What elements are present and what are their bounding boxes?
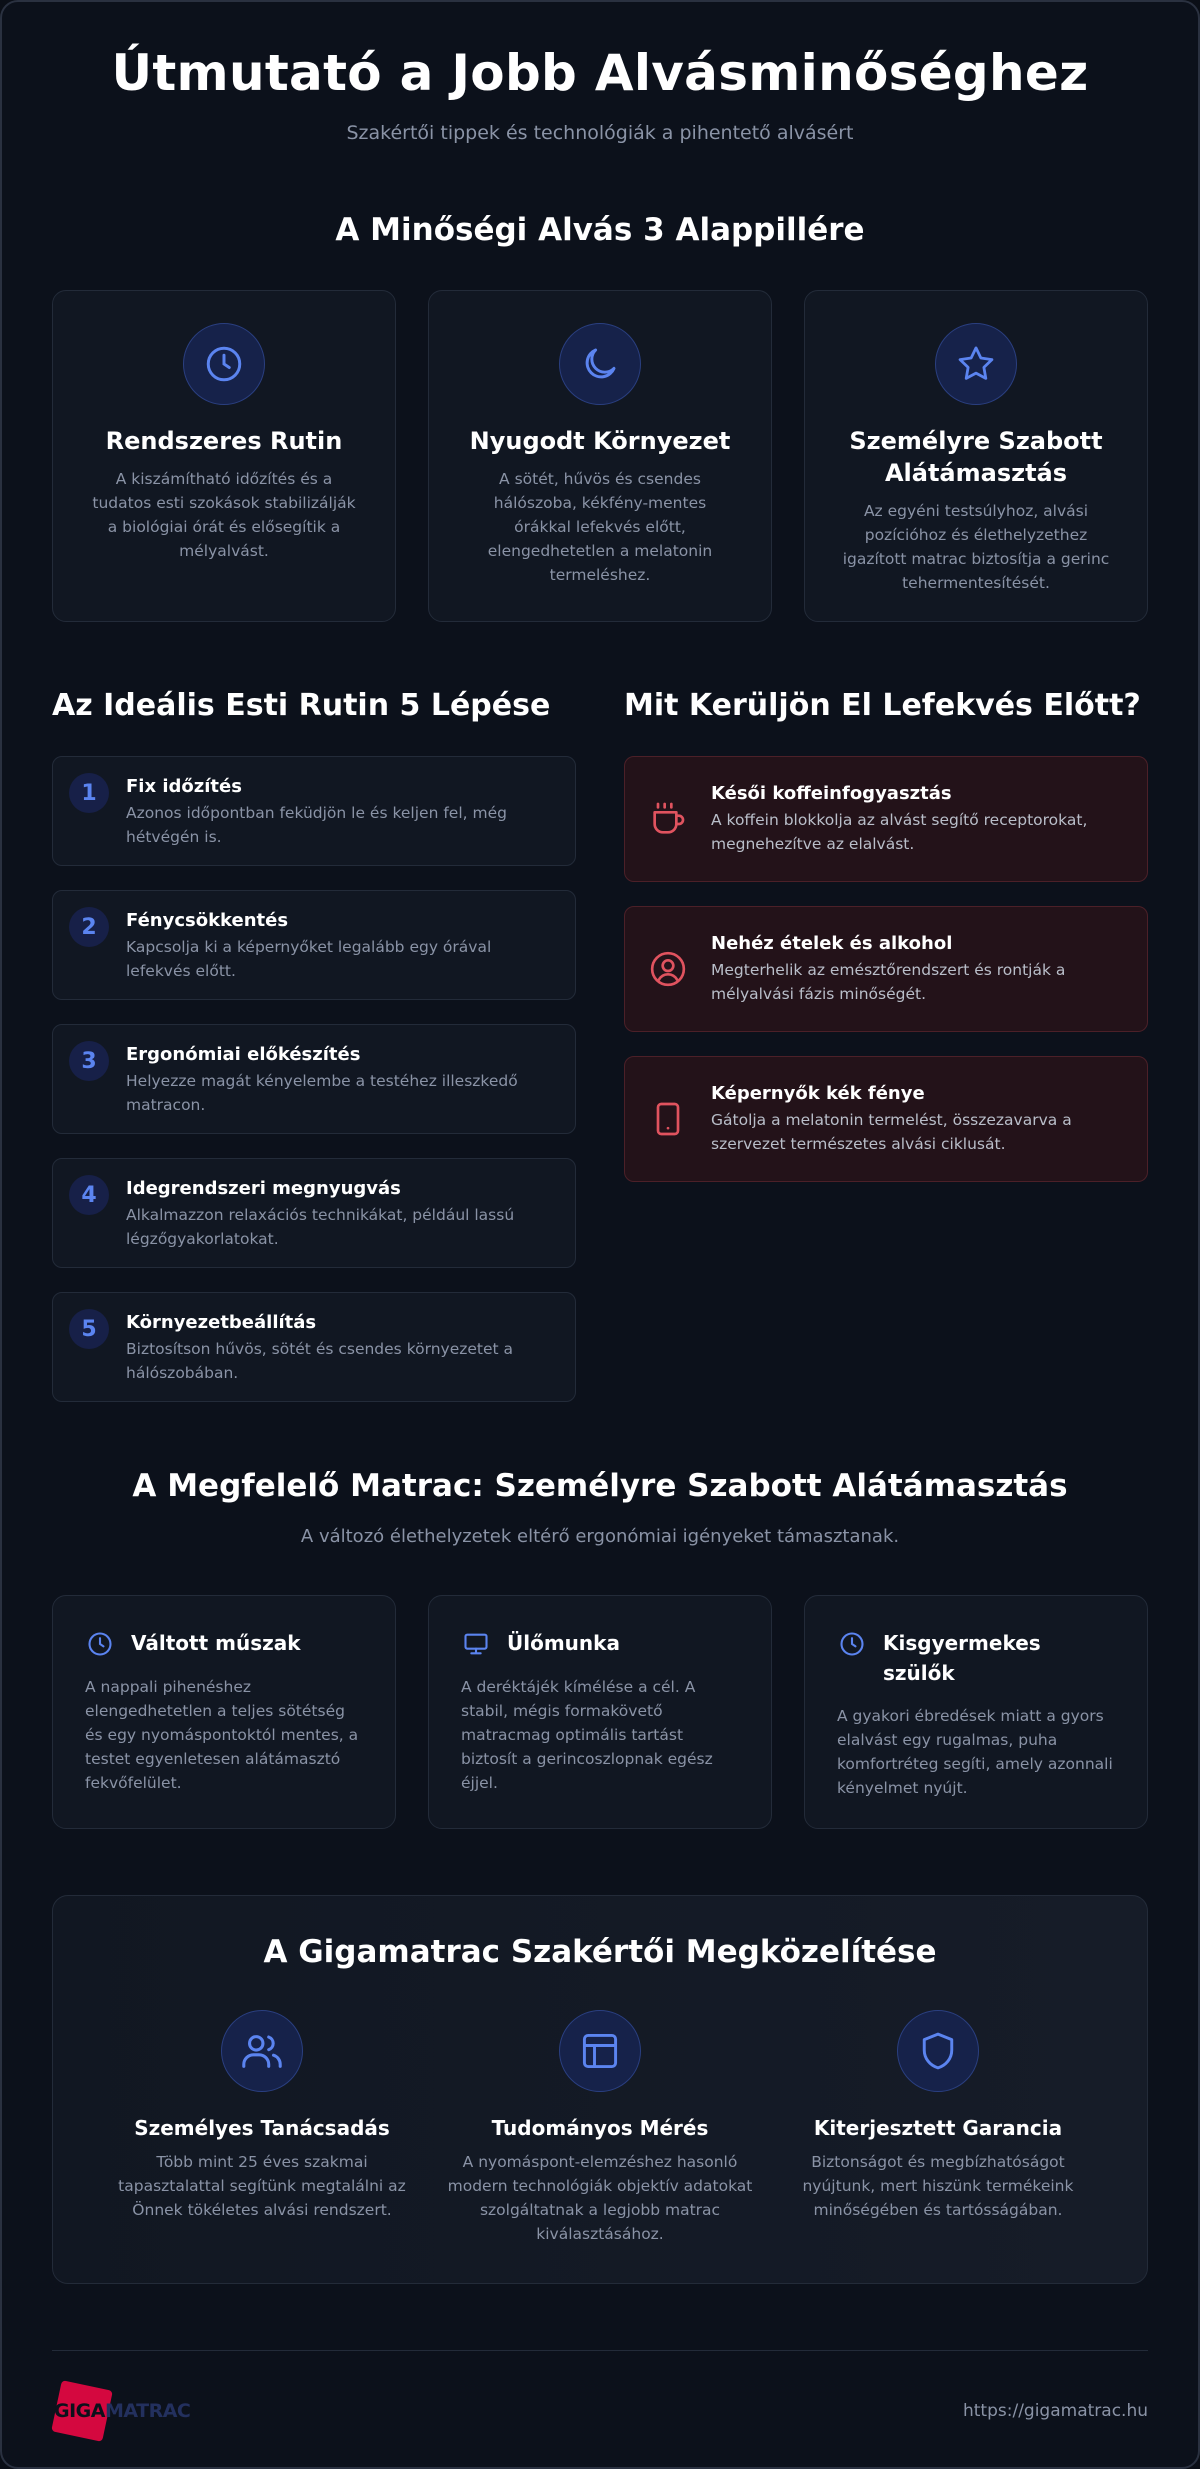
step-desc: Helyezze magát kényelembe a testéhez illeszkedő matracon.	[126, 1072, 518, 1114]
monitor-icon	[461, 1629, 491, 1659]
clock-icon	[837, 1629, 867, 1659]
step-number: 2	[69, 907, 109, 947]
users-icon	[221, 2010, 303, 2092]
expert-item	[93, 2010, 431, 2246]
case-title: Ülőmunka	[507, 1631, 620, 1655]
step-number: 4	[69, 1175, 109, 1215]
logo-text-giga: GIGA	[54, 2400, 105, 2422]
step-desc: Azonos időpontban feküdjön le és keljen fel, még hétvégén is.	[126, 804, 507, 846]
page-subtitle: Szakértői tippek és technológiák a pihentető alvásért	[346, 122, 854, 144]
routine-title: Az Ideális Esti Rutin 5 Lépése	[52, 688, 551, 723]
star-icon	[935, 323, 1017, 405]
step-title: Környezetbeállítás	[126, 1312, 317, 1333]
pillars-title: A Minőségi Alvás 3 Alappillére	[335, 212, 865, 248]
tablet-icon	[647, 1098, 689, 1140]
case-card	[804, 1595, 1148, 1829]
routine-step	[52, 890, 576, 1000]
expert-item-desc: Több mint 25 éves szakmai tapasztalattal segítünk megtalálni az Önnek tökéletes alvási rendszert.	[118, 2153, 406, 2219]
gigamatrac-logo[interactable]	[52, 2381, 190, 2441]
expert-title: A Gigamatrac Szakértői Megközelítése	[263, 1934, 937, 1970]
case-title: Váltott műszak	[131, 1631, 301, 1655]
pillar-card	[428, 290, 772, 622]
routine-step	[52, 1158, 576, 1268]
avoid-item-desc: Gátolja a melatonin termelést, összezavarva a szervezet természetes alvási ciklusát.	[711, 1110, 1072, 1153]
avoid-item-desc: Megterhelik az emésztőrendszert és rontják a mélyalvási fázis minőségét.	[711, 960, 1066, 1003]
pillar-card	[804, 290, 1148, 622]
case-card	[428, 1595, 772, 1829]
avoid-item-title: Képernyők kék fénye	[711, 1082, 925, 1104]
user-circle-icon	[647, 948, 689, 990]
avoid-title: Mit Kerüljön El Lefekvés Előtt?	[624, 688, 1141, 723]
routine-column	[52, 688, 576, 1426]
clock-icon	[183, 323, 265, 405]
step-title: Fix időzítés	[126, 776, 242, 797]
step-number: 1	[69, 773, 109, 813]
mattress-cases	[52, 1595, 1148, 1829]
mattress-subtitle: A változó élethelyzetek eltérő ergonómiai igényeket támasztanak.	[300, 1526, 900, 1547]
footer	[52, 2381, 1148, 2441]
case-desc: A deréktájék kímélése a cél. A stabil, mégis formakövető matracmag optimális tartást biztosít a gerincoszlopnak egész éjjel.	[461, 1678, 713, 1792]
avoid-column	[624, 688, 1148, 1426]
layout-icon	[559, 2010, 641, 2092]
avoid-item-desc: A koffein blokkolja az alvást segítő receptorokat, megnehezítve az elalvást.	[711, 810, 1088, 853]
expert-item	[769, 2010, 1107, 2246]
step-number: 3	[69, 1041, 109, 1081]
case-title: Kisgyermekes szülők	[883, 1631, 1041, 1685]
step-title: Fénycsökkentés	[126, 910, 289, 931]
footer-url-link[interactable]: https://gigamatrac.hu	[962, 2401, 1148, 2421]
routine-step	[52, 756, 576, 866]
routine-step	[52, 1024, 576, 1134]
pillars-grid	[52, 290, 1148, 622]
pillar-card	[52, 290, 396, 622]
pillar-desc: Az egyéni testsúlyhoz, alvási pozícióhoz és élethelyzethez igazított matrac biztosítja a gerinc tehermentesítését.	[842, 502, 1110, 592]
expert-item-desc: Biztonságot és megbízhatóságot nyújtunk, mert hiszünk termékeink minőségében és tartósságában.	[802, 2153, 1074, 2219]
expert-item-title: Személyes Tanácsadás	[134, 2116, 390, 2140]
routine-avoid-section	[52, 688, 1148, 1426]
expert-item	[431, 2010, 769, 2246]
step-desc: Alkalmazzon relaxációs technikákat, például lassú légzőgyakorlatokat.	[126, 1206, 515, 1248]
step-desc: Kapcsolja ki a képernyőket legalább egy órával lefekvés előtt.	[126, 938, 492, 980]
shield-icon	[897, 2010, 979, 2092]
avoid-item	[624, 1056, 1148, 1182]
pillar-desc: A sötét, hűvös és csendes hálószoba, kékfény-mentes órákkal lefekvés előtt, elengedhetetlen a melatonin termeléshez.	[487, 470, 713, 584]
avoid-item	[624, 756, 1148, 882]
pillar-title: Személyre Szabott Alátámasztás	[849, 427, 1103, 487]
case-desc: A gyakori ébredések miatt a gyors elalvást egy rugalmas, puha komfortréteg segíti, amely azonnali kényelmet nyújt.	[837, 1707, 1113, 1797]
expert-item-desc: A nyomáspont-elemzéshez hasonló modern technológiák objektív adatokat szolgáltatnak a legjobb matrac kiválasztásához.	[447, 2153, 753, 2243]
footer-divider	[52, 2350, 1148, 2351]
page-header	[52, 2, 1148, 144]
expert-item-title: Tudományos Mérés	[491, 2116, 709, 2140]
step-title: Idegrendszeri megnyugvás	[126, 1178, 401, 1199]
pillar-title: Nyugodt Környezet	[469, 427, 731, 455]
expert-item-title: Kiterjesztett Garancia	[813, 2116, 1063, 2140]
coffee-cup-icon	[647, 798, 689, 840]
avoid-item	[624, 906, 1148, 1032]
avoid-item-title: Nehéz ételek és alkohol	[711, 932, 953, 954]
expert-section	[52, 1895, 1148, 2284]
pillar-desc: A kiszámítható időzítés és a tudatos esti szokások stabilizálják a biológiai órát és elősegítik a mélyalvást.	[92, 470, 356, 560]
case-desc: A nappali pihenéshez elengedhetetlen a teljes sötétség és egy nyomáspontoktól mentes, a testet egyenletesen alátámasztó fekvőfelület.	[85, 1678, 359, 1792]
step-desc: Biztosítson hűvös, sötét és csendes környezetet a hálószobában.	[126, 1340, 514, 1382]
moon-icon	[559, 323, 641, 405]
logo-text-matrac: MATRAC	[104, 2400, 191, 2422]
step-title: Ergonómiai előkészítés	[126, 1044, 361, 1065]
case-card	[52, 1595, 396, 1829]
page-content	[2, 2, 1198, 2467]
mattress-title: A Megfelelő Matrac: Személyre Szabott Alátámasztás	[132, 1468, 1068, 1504]
clock-icon	[85, 1629, 115, 1659]
step-number: 5	[69, 1309, 109, 1349]
pillar-title: Rendszeres Rutin	[105, 427, 343, 455]
routine-step	[52, 1292, 576, 1402]
avoid-item-title: Késői koffeinfogyasztás	[711, 782, 952, 804]
page-title: Útmutató a Jobb Alvásminőséghez	[111, 44, 1089, 102]
